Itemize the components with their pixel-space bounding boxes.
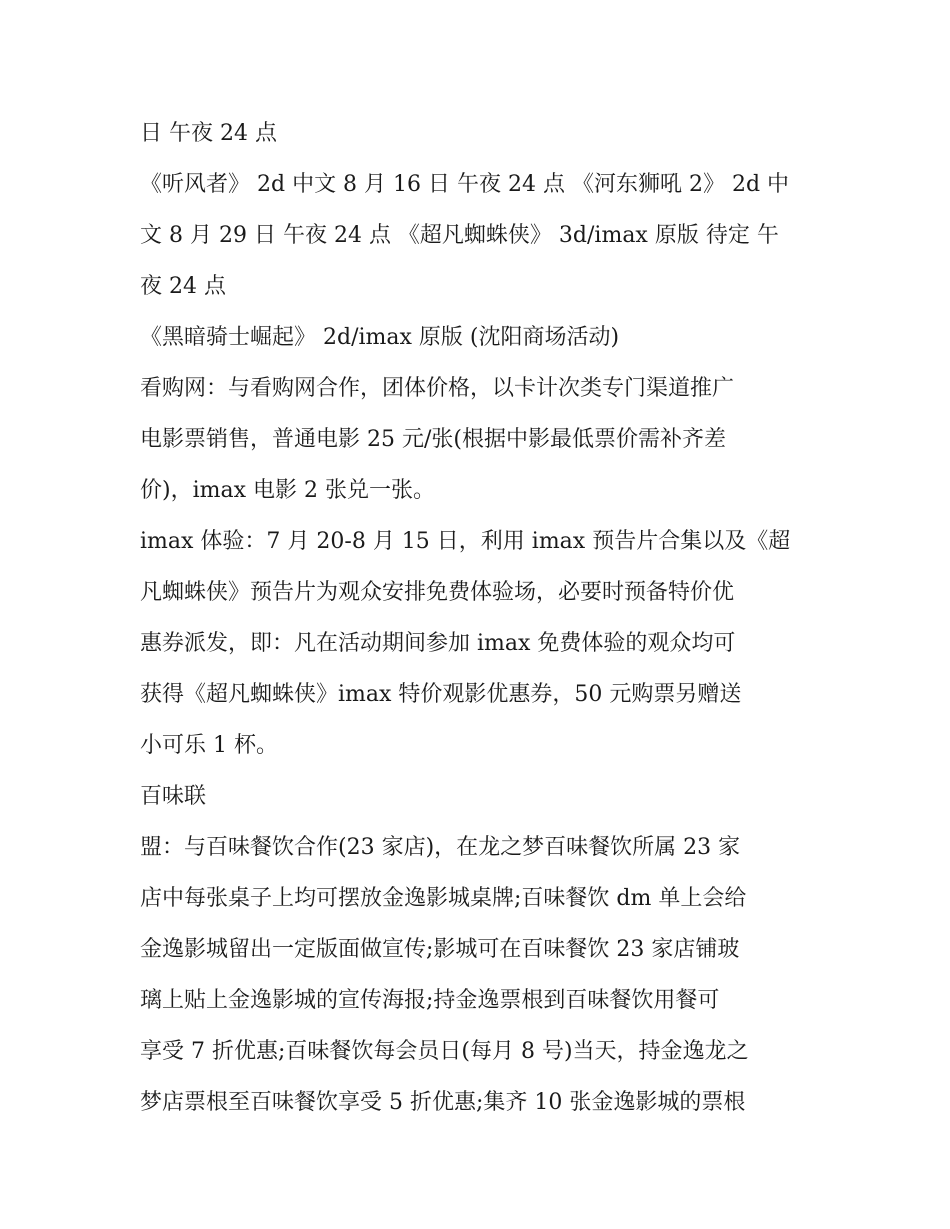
text-line: 梦店票根至百味餐饮享受 5 折优惠;集齐 10 张金逸影城的票根	[140, 1090, 746, 1115]
text-line: 获得《超凡蜘蛛侠》imax 特价观影优惠券，50 元购票另赠送	[140, 682, 742, 707]
text-line: 璃上贴上金逸影城的宣传海报;持金逸票根到百味餐饮用餐可	[140, 988, 720, 1013]
text-line: 惠券派发，即：凡在活动期间参加 imax 免费体验的观众均可	[140, 631, 736, 656]
text-line: 价)，imax 电影 2 张兑一张。	[140, 478, 435, 503]
text-line: 百味联	[140, 784, 207, 809]
document-body	[140, 108, 820, 1128]
text-line: 夜 24 点	[140, 274, 226, 299]
text-line: 看购网：与看购网合作，团体价格，以卡计次类专门渠道推广	[140, 376, 735, 401]
text-line: 享受 7 折优惠;百味餐饮每会员日(每月 8 号)当天，持金逸龙之	[140, 1039, 749, 1064]
text-line: 电影票销售，普通电影 25 元/张(根据中影最低票价需补齐差	[140, 427, 726, 452]
text-line: 小可乐 1 杯。	[140, 733, 278, 758]
text-line: 《听风者》 2d 中文 8 月 16 日 午夜 24 点 《河东狮吼 2》 2d 中	[140, 172, 790, 197]
text-line: 店中每张桌子上均可摆放金逸影城桌牌;百味餐饮 dm 单上会给	[140, 886, 747, 911]
text-line: 盟：与百味餐饮合作(23 家店)，在龙之梦百味餐饮所属 23 家	[140, 835, 741, 860]
text-line: 文 8 月 29 日 午夜 24 点 《超凡蜘蛛侠》 3d/imax 原版 待定 午	[140, 223, 779, 248]
text-line: imax 体验：7 月 20-8 月 15 日，利用 imax 预告片合集以及《超	[140, 529, 791, 554]
text-line: 《黑暗骑士崛起》 2d/imax 原版 (沈阳商场活动)	[140, 325, 620, 350]
text-line: 日 午夜 24 点	[140, 121, 277, 146]
text-line: 金逸影城留出一定版面做宣传;影城可在百味餐饮 23 家店铺玻	[140, 937, 740, 962]
text-line: 凡蜘蛛侠》预告片为观众安排免费体验场，必要时预备特价优	[140, 580, 735, 605]
